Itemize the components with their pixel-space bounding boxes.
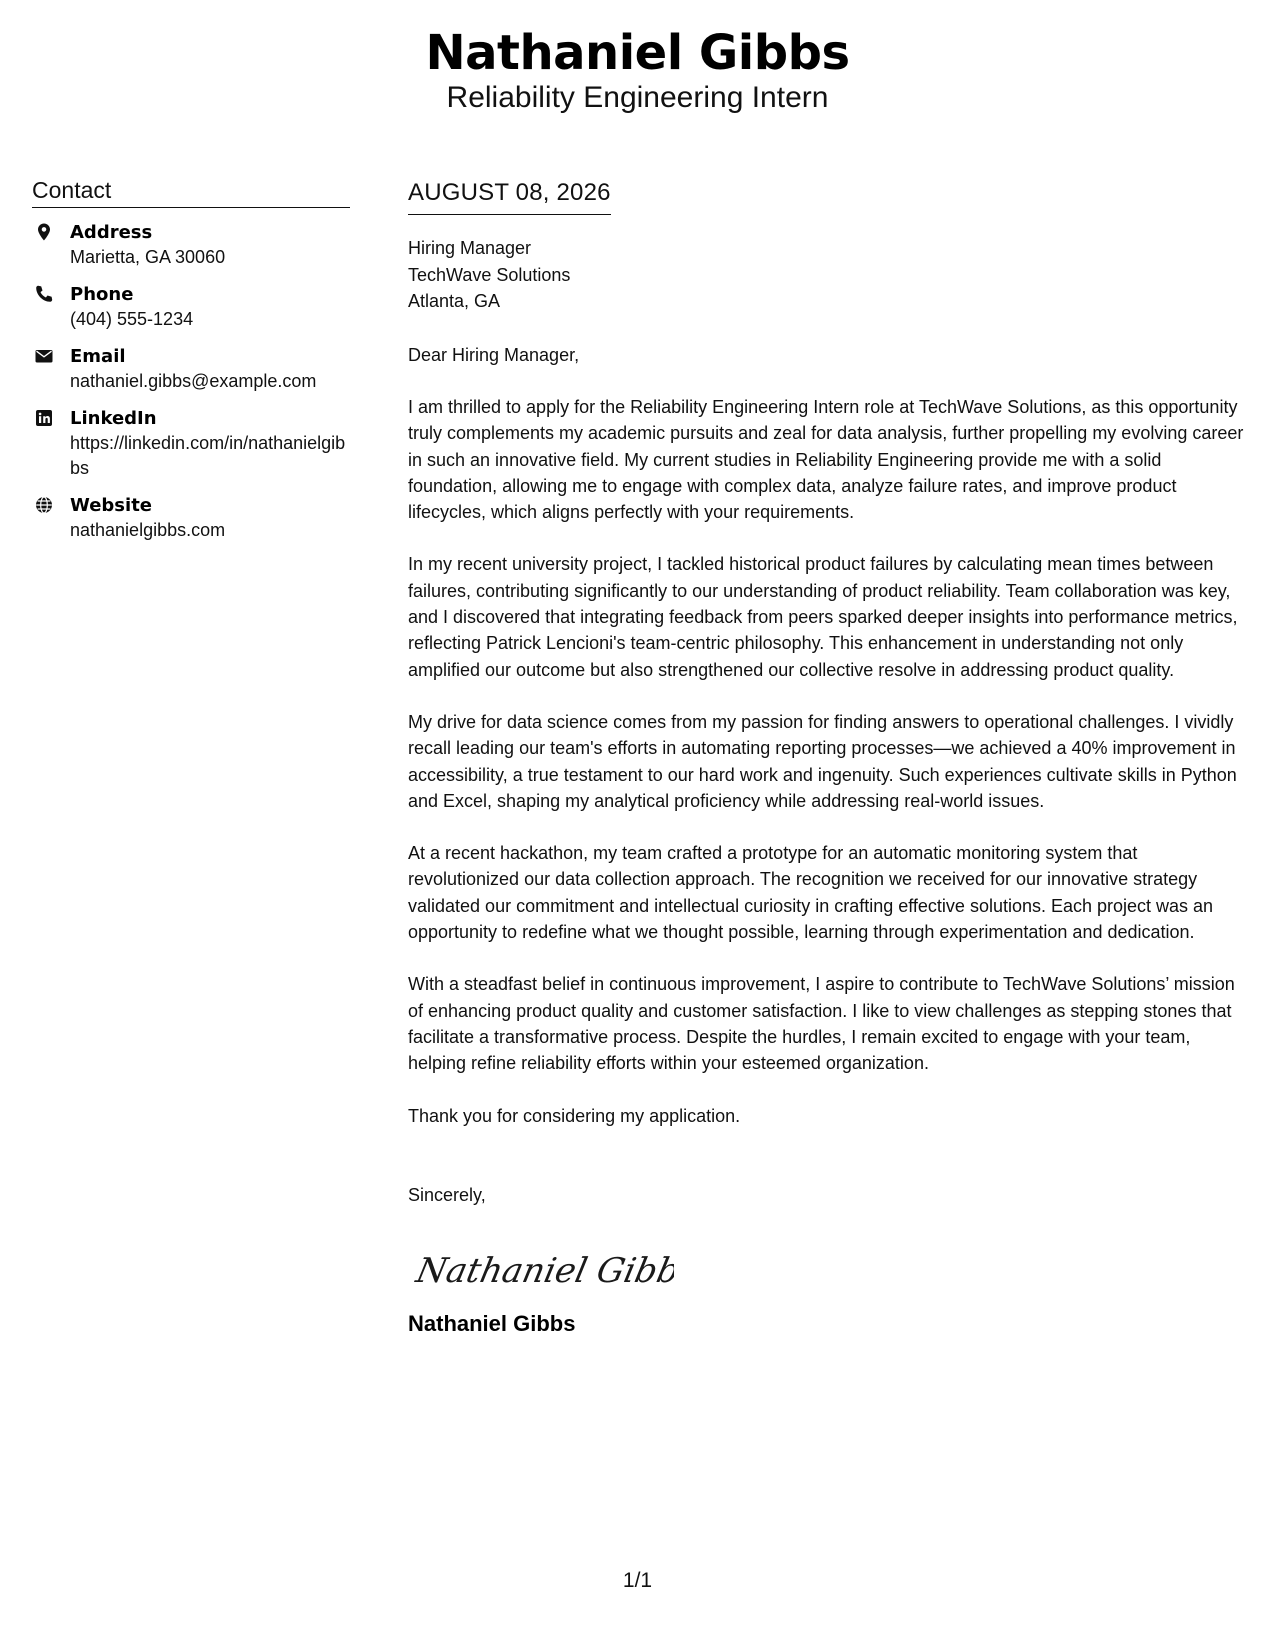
recipient-location: Atlanta, GA <box>408 291 501 311</box>
page-number: 1/1 <box>622 1569 653 1592</box>
envelope-icon <box>34 346 54 366</box>
document-header <box>0 24 1275 116</box>
map-pin-icon <box>34 222 54 242</box>
body-paragraph: At a recent hackathon, my team crafted a prototype for an automatic monitoring system that revolutionized our data collection approach. The recognition we received for our innovative strategy validated our commitment and intellectual curiosity in crafting effective solutions. Each project was an opportunity to redefine what we thought possible, learning through experimentation and dedication. <box>408 843 1214 943</box>
phone-icon <box>34 284 54 304</box>
thank-you-line: Thank you for considering my application. <box>408 1105 741 1126</box>
cover-letter-body <box>408 178 1253 1338</box>
contact-label: Email <box>70 346 126 367</box>
body-paragraph: In my recent university project, I tackled historical product failures by calculating mean times between failures, contributing significantly to our understanding of product reliability. Team collaboration was key, and I discovered that integrating feedback from peers sparked deeper insights into performance metrics, reflecting Patrick Lencioni's team-centric philosophy. This enhancement in understanding not only amplified our outcome but also strengthened our collective resolve in addressing product quality. <box>408 554 1238 680</box>
body-paragraph: I am thrilled to apply for the Reliability Engineering Intern role at TechWave Solutions, as this opportunity truly complements my academic pursuits and zeal for data analysis, further propelling my evolving career in such an innovative field. My current studies in Reliability Engineering provide me with a solid foundation, allowing me to engage with complex data, analyze failure rates, and improve product lifecycles, which aligns perfectly with your requirements. <box>408 397 1244 523</box>
contact-sidebar <box>32 176 350 543</box>
contact-label: Phone <box>70 284 134 305</box>
contact-item-address <box>32 220 350 270</box>
contact-item-website <box>32 493 350 543</box>
signature-image <box>414 1238 674 1298</box>
contact-item-linkedin <box>32 406 350 481</box>
applicant-name: Nathaniel Gibbs <box>425 25 850 81</box>
phone-value: (404) 555-1234 <box>70 309 194 329</box>
website-value[interactable]: nathanielgibbs.com <box>70 520 226 540</box>
contact-heading: Contact <box>32 176 350 208</box>
linkedin-value[interactable]: https://linkedin.com/in/nathanielgibbs <box>70 433 346 478</box>
email-value[interactable]: nathaniel.gibbs@example.com <box>70 371 317 391</box>
contact-label: Website <box>70 495 153 516</box>
closing: Sincerely, <box>408 1184 486 1205</box>
recipient-block <box>408 235 1253 315</box>
applicant-role: Reliability Engineering Intern <box>446 81 829 114</box>
signature-text: Nathaniel Gibbs <box>414 1251 674 1291</box>
address-value: Marietta, GA 30060 <box>70 247 226 267</box>
contact-item-email <box>32 344 350 394</box>
letter-date: AUGUST 08, 2026 <box>408 178 611 215</box>
recipient-title: Hiring Manager <box>408 238 532 258</box>
body-paragraph: With a steadfast belief in continuous improvement, I aspire to contribute to TechWave Solutions’ mission of enhancing product quality and customer satisfaction. I like to view challenges as stepping stones that facilitate a transformative process. Despite the hurdles, I remain excited to engage with your team, helping refine reliability efforts within your esteemed organization. <box>408 974 1235 1074</box>
signer-name: Nathaniel Gibbs <box>408 1310 576 1336</box>
linkedin-icon <box>34 408 54 428</box>
salutation: Dear Hiring Manager, <box>408 344 580 365</box>
contact-label: Address <box>70 222 153 243</box>
recipient-company: TechWave Solutions <box>408 264 571 285</box>
contact-item-phone <box>32 282 350 332</box>
handwritten-signature <box>414 1238 1253 1298</box>
contact-label: LinkedIn <box>70 408 157 429</box>
globe-icon <box>34 495 54 515</box>
body-paragraph: My drive for data science comes from my passion for finding answers to operational challenges. I vividly recall leading our team's efforts in automating reporting processes—we achieved a 40% improvement in accessibility, a true testament to our hard work and ingenuity. Such experiences cultivate skills in Python and Excel, shaping my analytical proficiency while addressing real-world issues. <box>408 711 1237 811</box>
